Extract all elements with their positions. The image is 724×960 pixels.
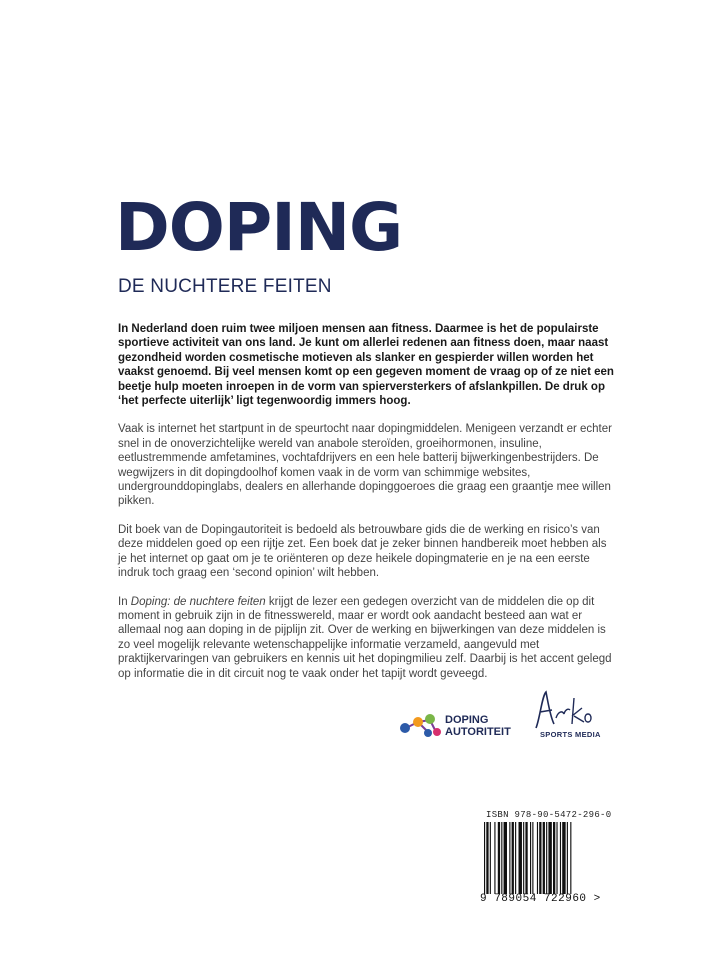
barcode-icon	[484, 822, 603, 894]
logo-line-autoriteit: AUTORITEIT	[445, 726, 511, 738]
arko-signature-icon	[530, 688, 600, 732]
arko-sports-media-logo	[530, 688, 600, 748]
barcode-digits: 9 789054 722960	[480, 893, 587, 905]
book-subtitle: DE NUCHTERE FEITEN	[118, 276, 332, 297]
isbn-label: ISBN 978-90-5472-296-0	[486, 810, 612, 820]
arko-sports-media-label: SPORTS MEDIA	[540, 730, 601, 739]
barcode-number	[480, 893, 601, 905]
paragraph-overview	[118, 595, 618, 681]
book-title: DOPING	[115, 189, 403, 266]
molecule-icon	[398, 712, 442, 740]
back-cover-text	[118, 322, 618, 695]
paragraph-guide: Dit boek van de Dopingautoriteit is bedoeld als betrouwbare gids die de werking en risico’s van deze middelen goed op een rijtje zet. Een boek dat je zeker binnen handbereik moet hebben als je het internet op gaat om je te oriënteren op deze heikele dopingmaterie en je na een eerste indruk toch graag een ‘second opinion’ wilt hebben.	[118, 523, 607, 580]
paragraph-overview-rest: krijgt de lezer een gedegen overzicht van de middelen die op dit moment in gebruik zijn in de fitnesswereld, maar er wordt ook aandacht besteed aan wat er allemaal nog aan doping in de pijplijn zit. Over de werking en bijwerkingen van deze middelen is zo veel mogelijk relevante wetenschappelijke informatie verzameld, aangevuld met praktijkervaringen van gebruikers en kennis uit het dopingmilieu zelf. Daarbij is het accent gelegd op informatie die in dit circuit nog te vaak onder het tapijt wordt geveegd.	[118, 595, 612, 680]
book-title-italic: Doping: de nuchtere feiten	[130, 595, 266, 608]
paragraph-overview-prefix: In	[118, 595, 131, 608]
doping-autoriteit-logo	[398, 710, 528, 740]
paragraph-internet: Vaak is internet het startpunt in de speurtocht naar dopingmiddelen. Menigeen verzandt er echter snel in de onoverzichtelijke wereld van anabole steroïden, groeihormonen, insuline, eetlustremmende amfetamines, vochtafdrijvers en een hele batterij bijwerkingenbestrijders. De wegwijzers in dit dopingdoolhof komen vaak in de vorm van schimmige websites, undergrounddopinglabs, dealers en allerhande dopinggoeroes die graag een graantje mee willen pikken.	[118, 423, 612, 508]
logo-line-doping: DOPING	[445, 714, 489, 726]
lead-paragraph: In Nederland doen ruim twee miljoen mensen aan fitness. Daarmee is het de populairste sportieve activiteit van ons land. Je kunt om allerlei redenen aan fitness doen, maar naast gezondheid worden cosmetische motieven als slanker en gespierder willen worden het vaakst genoemd. Bij veel mensen komt op een gegeven moment de vraag op of ze niet een beetje hulp moeten inroepen in de vorm van spierversterkers of afslankpillen. De druk op ‘het perfecte uiterlijk’ ligt tegenwoordig immers hoog.	[118, 323, 614, 408]
barcode-arrow: >	[593, 893, 601, 905]
